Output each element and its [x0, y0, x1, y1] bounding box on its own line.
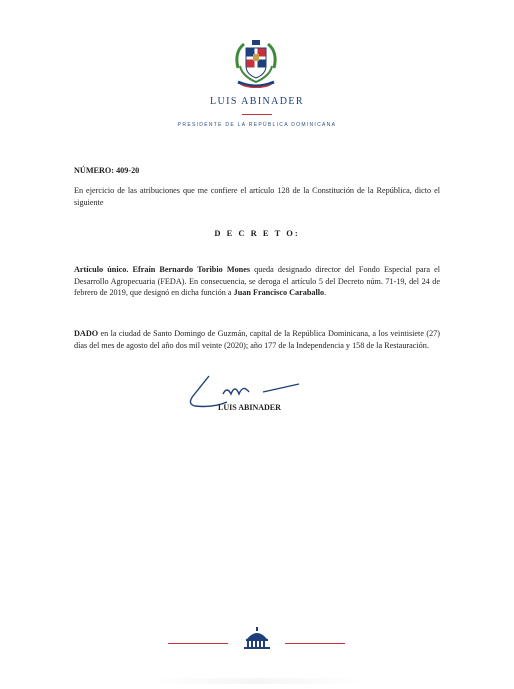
previous-director-name: Juan Francisco Caraballo	[233, 288, 325, 298]
article-text-1: queda designado director del Fondo Especial para el Desarrollo Agropecuaria (FEDA). En consecuencia, se deroga el artículo 5 del Decreto núm. 71-19, del 24 de febrero de 2019, que designó en dicha función a	[74, 265, 440, 298]
letterhead-name: LUIS ABINADER	[209, 96, 305, 107]
article-text-2: .	[324, 288, 327, 298]
appointee-name: Efraín Bernardo Toribio Mones	[132, 265, 251, 274]
intro-paragraph: En ejercicio de las atribuciones que me confiere el artículo 128 de la Constitución de la República, dicto el siguiente	[74, 186, 440, 207]
dado-label: DADO	[74, 329, 99, 338]
dado-text: en la ciudad de Santo Domingo de Guzmán, capital de la República Dominicana, a los veintisiete (27) días del mes de agosto del año dos mil veinte (2020); año 177 de la Independencia y 158 de la Restauración.	[74, 329, 440, 350]
decree-heading: D E C R E T O:	[214, 228, 300, 238]
footer-divider-right	[285, 643, 345, 644]
decree-number: NÚMERO: 409-20	[74, 166, 140, 175]
coat-of-arms-icon	[232, 38, 280, 88]
letterhead-divider	[242, 114, 272, 115]
palace-dome-icon	[241, 627, 273, 649]
signatory-name: LUIS ABINADER	[218, 403, 281, 412]
article-paragraph	[74, 264, 440, 299]
article-label: Artículo único.	[74, 265, 129, 274]
dado-paragraph	[74, 328, 440, 351]
footer-divider-left	[168, 643, 228, 644]
footer-shadow	[148, 678, 366, 684]
letterhead-subtitle: PRESIDENTE DE LA REPÚBLICA DOMINICANA	[177, 122, 337, 128]
